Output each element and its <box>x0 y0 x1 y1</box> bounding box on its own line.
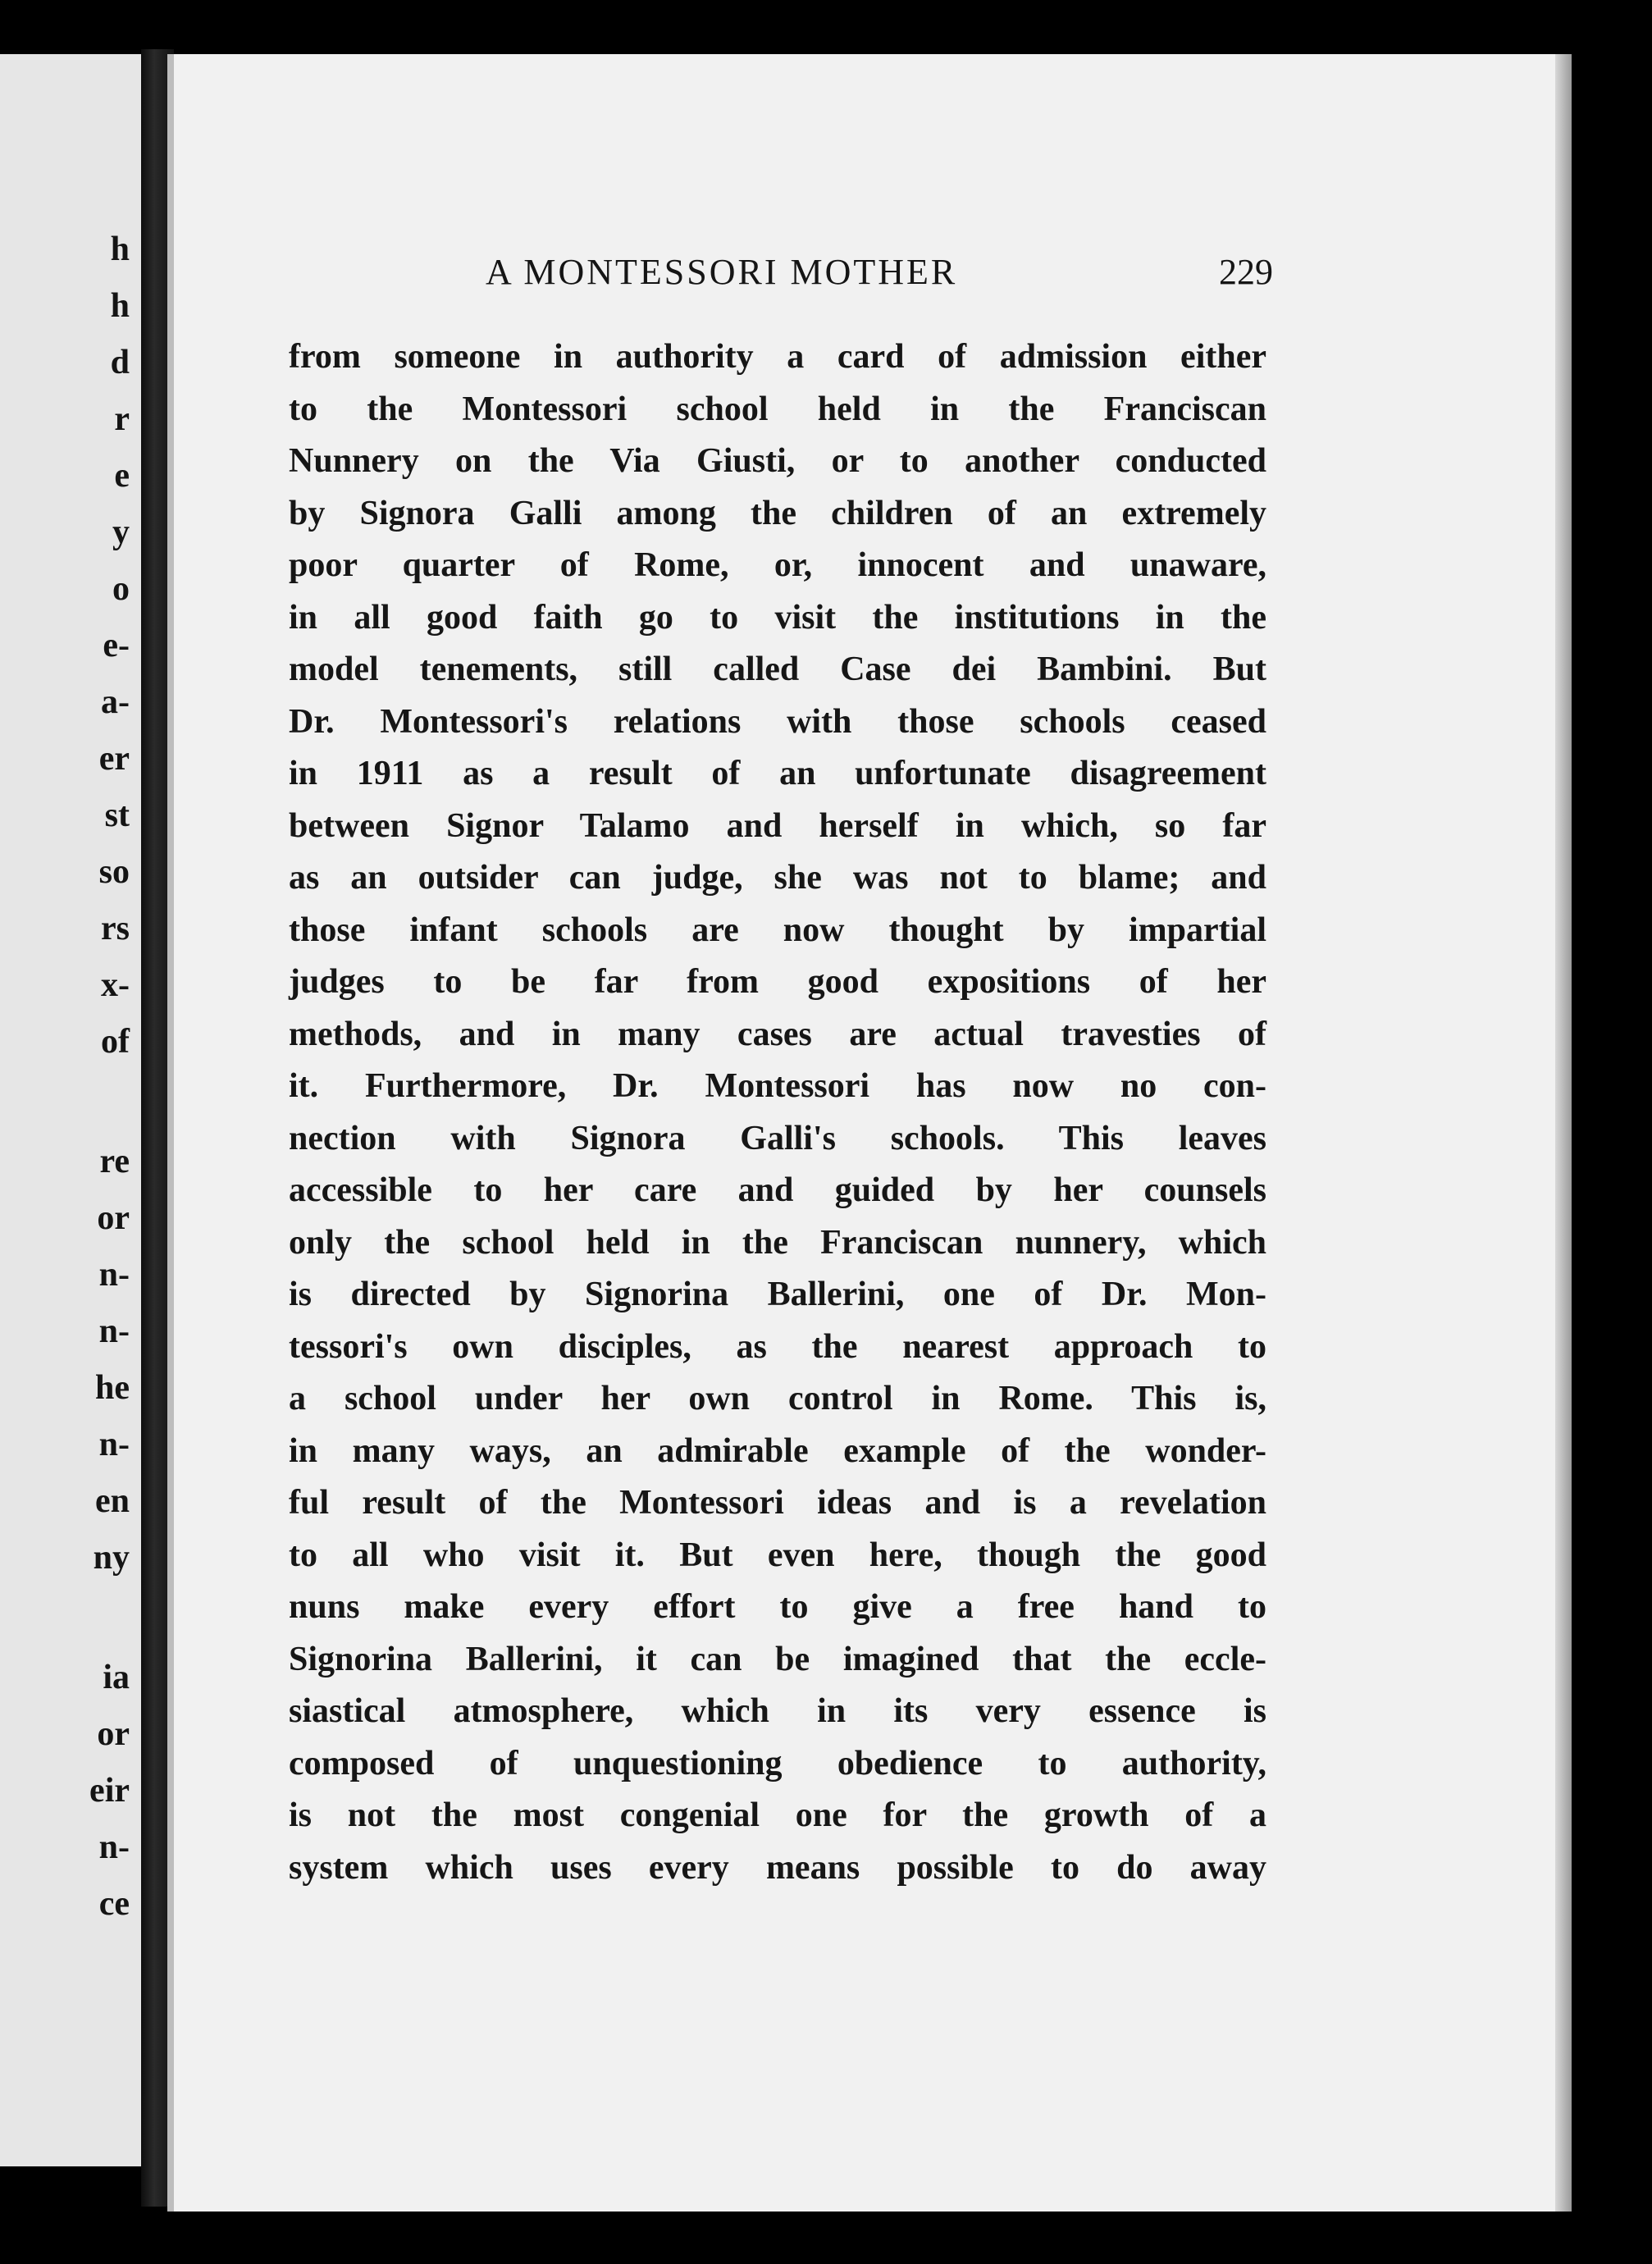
previous-page-fragment: ia <box>103 1659 130 1696</box>
text-line: is directed by Signorina Ballerini, one of Dr. Mon- <box>289 1276 1266 1313</box>
previous-page-fragment: or <box>97 1199 130 1237</box>
text-line: judges to be far from good expositions of her <box>289 963 1266 1001</box>
previous-page-fragment: er <box>98 740 130 778</box>
previous-page-edge <box>0 54 141 2166</box>
previous-page-fragment: of <box>101 1023 130 1061</box>
previous-page-fragment: x- <box>101 966 130 1004</box>
previous-page-fragment: n- <box>98 1828 130 1866</box>
previous-page-fragment: e- <box>103 627 130 664</box>
page-header <box>486 251 1273 292</box>
text-line: those infant schools are now thought by impartial <box>289 911 1266 949</box>
text-line: to the Montessori school held in the Franciscan <box>289 390 1266 428</box>
previous-page-fragment: y <box>112 514 130 551</box>
previous-page-fragment: eir <box>89 1772 130 1810</box>
text-line: from someone in authority a card of admission either <box>289 338 1266 376</box>
text-line: ful result of the Montessori ideas and is a revelation <box>289 1484 1266 1522</box>
text-line: composed of unquestioning obedience to authority, <box>289 1744 1266 1782</box>
text-line: by Signora Galli among the children of an extremely <box>289 494 1266 532</box>
text-line: is not the most congenial one for the growth of a <box>289 1796 1266 1834</box>
text-line: tessori's own disciples, as the nearest approach to <box>289 1327 1266 1366</box>
previous-page-fragment: rs <box>101 910 130 947</box>
previous-page-fragment: so <box>98 853 130 891</box>
text-line: model tenements, still called Case dei Bambini. But <box>289 650 1266 688</box>
text-line: a school under her own control in Rome. This is, <box>289 1380 1266 1417</box>
previous-page-fragment: he <box>95 1369 130 1407</box>
previous-page-fragment: en <box>95 1482 130 1520</box>
previous-page-fragment: a- <box>101 683 130 721</box>
text-line: methods, and in many cases are actual travesties of <box>289 1015 1266 1053</box>
previous-page-fragment: ny <box>93 1539 130 1577</box>
previous-page-fragment: re <box>99 1143 130 1180</box>
running-head: A MONTESSORI MOTHER <box>486 252 958 292</box>
body-text <box>289 331 1266 1894</box>
page-right-edge <box>1555 54 1572 2212</box>
previous-page-fragment: or <box>97 1715 130 1753</box>
text-line: it. Furthermore, Dr. Montessori has now no con- <box>289 1067 1266 1105</box>
text-line: Dr. Montessori's relations with those schools ceased <box>289 702 1266 741</box>
previous-page-fragment: st <box>104 797 130 834</box>
previous-page-fragment: n- <box>98 1256 130 1294</box>
text-line: Signorina Ballerini, it can be imagined that the eccle- <box>289 1640 1266 1678</box>
previous-page-fragment: d <box>110 344 130 381</box>
text-line: only the school held in the Franciscan nunnery, which <box>289 1223 1266 1262</box>
previous-page-fragment: h <box>110 231 130 268</box>
previous-page-fragment: o <box>112 570 130 608</box>
text-line: poor quarter of Rome, or, innocent and unaware, <box>289 546 1266 584</box>
text-line: in all good faith go to visit the institutions in the <box>289 598 1266 637</box>
page-number: 229 <box>1219 252 1273 292</box>
text-line: accessible to her care and guided by her counsels <box>289 1171 1266 1209</box>
previous-page-fragment: r <box>114 400 130 438</box>
text-line: in many ways, an admirable example of the wonder- <box>289 1431 1266 1470</box>
previous-page-fragment: h <box>110 287 130 325</box>
text-line: Nunnery on the Via Giusti, or to another conducted <box>289 442 1266 480</box>
text-line: system which uses every means possible to do away <box>289 1848 1266 1887</box>
text-line: as an outsider can judge, she was not to blame; and <box>289 859 1266 897</box>
text-line: between Signor Talamo and herself in which, so far <box>289 806 1266 845</box>
text-line: in 1911 as a result of an unfortunate disagreement <box>289 755 1266 792</box>
text-line: to all who visit it. But even here, though the good <box>289 1536 1266 1574</box>
previous-page-fragment: n- <box>98 1426 130 1463</box>
text-line: nuns make every effort to give a free hand to <box>289 1588 1266 1626</box>
text-line: nection with Signora Galli's schools. This leaves <box>289 1119 1266 1157</box>
previous-page-fragment: n- <box>98 1312 130 1350</box>
previous-page-fragment: ce <box>98 1885 130 1923</box>
text-line: siastical atmosphere, which in its very essence is <box>289 1692 1266 1730</box>
previous-page-fragment: e <box>114 457 130 495</box>
